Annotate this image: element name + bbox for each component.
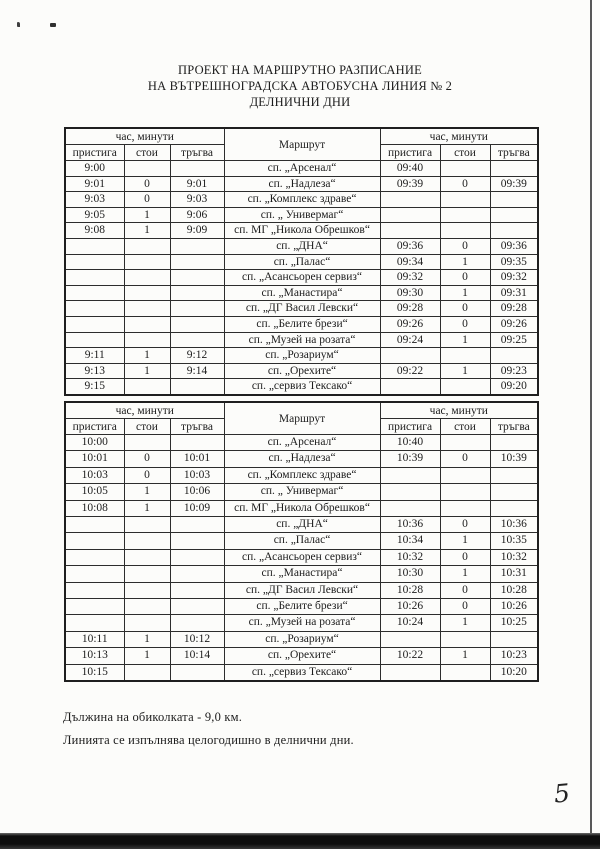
time-cell: 10:35 bbox=[490, 533, 538, 549]
time-cell: 10:36 bbox=[490, 517, 538, 533]
time-cell bbox=[170, 316, 224, 332]
time-cell bbox=[170, 615, 224, 631]
route-cell: сп. „Манастира“ bbox=[224, 566, 380, 582]
route-cell: сп. „Музей на розата“ bbox=[224, 332, 380, 348]
time-cell bbox=[380, 192, 440, 208]
time-cell: 10:24 bbox=[380, 615, 440, 631]
route-cell: сп. „Музей на розата“ bbox=[224, 615, 380, 631]
time-cell bbox=[440, 207, 490, 223]
time-cell: 9:05 bbox=[65, 207, 124, 223]
time-cell bbox=[490, 435, 538, 451]
time-cell: 10:05 bbox=[65, 484, 124, 500]
time-cell bbox=[170, 254, 224, 270]
time-cell bbox=[124, 332, 170, 348]
depart-header-left: тръгва bbox=[170, 419, 224, 435]
time-cell: 09:32 bbox=[380, 270, 440, 286]
time-cell bbox=[65, 270, 124, 286]
time-cell bbox=[490, 348, 538, 364]
time-cell: 10:20 bbox=[490, 664, 538, 681]
route-cell: сп. „Комплекс здраве“ bbox=[224, 467, 380, 483]
time-cell bbox=[380, 348, 440, 364]
time-cell bbox=[440, 223, 490, 239]
time-cell bbox=[124, 664, 170, 681]
table-row bbox=[65, 254, 538, 270]
title-line-2: НА ВЪТРЕШНОГРАДСКА АВТОБУСНА ЛИНИЯ № 2 bbox=[147, 79, 453, 93]
time-cell bbox=[170, 664, 224, 681]
time-cell: 0 bbox=[440, 270, 490, 286]
service-days-note: Линията се изпълнява целогодишно в делнични дни. bbox=[63, 732, 354, 747]
time-cell: 09:36 bbox=[380, 238, 440, 254]
time-cell: 09:28 bbox=[380, 301, 440, 317]
time-cell bbox=[65, 517, 124, 533]
time-cell bbox=[170, 435, 224, 451]
time-cell: 9:08 bbox=[65, 223, 124, 239]
table-row bbox=[65, 223, 538, 239]
time-cell bbox=[170, 238, 224, 254]
time-cell: 10:32 bbox=[380, 549, 440, 565]
time-cell: 9:01 bbox=[170, 176, 224, 192]
time-cell bbox=[170, 517, 224, 533]
table-row bbox=[65, 648, 538, 664]
time-cell: 1 bbox=[124, 500, 170, 516]
time-cell bbox=[124, 615, 170, 631]
time-cell: 10:11 bbox=[65, 631, 124, 647]
route-cell: сп. „Палас“ bbox=[224, 533, 380, 549]
route-cell: сп. „сервиз Тексако“ bbox=[224, 379, 380, 395]
time-cell bbox=[65, 566, 124, 582]
time-cell: 9:03 bbox=[170, 192, 224, 208]
time-cell: 10:30 bbox=[380, 566, 440, 582]
time-cell bbox=[124, 270, 170, 286]
arrive-header-left: пристига bbox=[65, 419, 124, 435]
time-cell: 09:35 bbox=[490, 254, 538, 270]
route-cell: сп. „ Универмаг“ bbox=[224, 207, 380, 223]
time-cell: 0 bbox=[124, 176, 170, 192]
time-cell bbox=[65, 332, 124, 348]
time-cell: 9:13 bbox=[65, 363, 124, 379]
time-cell: 0 bbox=[440, 549, 490, 565]
time-cell bbox=[170, 301, 224, 317]
time-cell: 0 bbox=[440, 316, 490, 332]
route-header: Маршрут bbox=[224, 402, 380, 435]
time-cell: 10:25 bbox=[490, 615, 538, 631]
time-cell: 10:09 bbox=[170, 500, 224, 516]
table-row bbox=[65, 363, 538, 379]
time-cell: 10:00 bbox=[65, 435, 124, 451]
table-row bbox=[65, 484, 538, 500]
time-cell bbox=[440, 161, 490, 177]
time-cell bbox=[124, 599, 170, 615]
table-row bbox=[65, 615, 538, 631]
time-cell: 10:34 bbox=[380, 533, 440, 549]
time-cell bbox=[170, 332, 224, 348]
table-row bbox=[65, 500, 538, 516]
table-row bbox=[65, 285, 538, 301]
table-row bbox=[65, 566, 538, 582]
time-cell: 1 bbox=[124, 207, 170, 223]
time-cell bbox=[65, 533, 124, 549]
time-cell bbox=[124, 549, 170, 565]
time-cell: 09:26 bbox=[380, 316, 440, 332]
table-row bbox=[65, 664, 538, 681]
time-cell: 9:11 bbox=[65, 348, 124, 364]
time-cell bbox=[65, 254, 124, 270]
route-cell: сп. „Орехите“ bbox=[224, 363, 380, 379]
time-cell: 10:03 bbox=[170, 467, 224, 483]
time-cell: 1 bbox=[124, 631, 170, 647]
time-cell: 09:28 bbox=[490, 301, 538, 317]
time-cell bbox=[65, 301, 124, 317]
time-cell: 1 bbox=[440, 363, 490, 379]
time-cell: 10:15 bbox=[65, 664, 124, 681]
time-cell: 10:36 bbox=[380, 517, 440, 533]
time-cell bbox=[490, 207, 538, 223]
table-row bbox=[65, 270, 538, 286]
route-cell: сп. „ Универмаг“ bbox=[224, 484, 380, 500]
time-cell: 9:14 bbox=[170, 363, 224, 379]
time-cell bbox=[170, 599, 224, 615]
time-cell bbox=[65, 582, 124, 598]
time-cell: 9:03 bbox=[65, 192, 124, 208]
time-cell bbox=[124, 517, 170, 533]
time-cell bbox=[124, 238, 170, 254]
time-cell: 1 bbox=[440, 566, 490, 582]
time-cell bbox=[380, 223, 440, 239]
route-cell: сп. МГ „Никола Обрешков“ bbox=[224, 500, 380, 516]
time-cell bbox=[124, 316, 170, 332]
time-cell bbox=[65, 599, 124, 615]
stay-header-right: стои bbox=[440, 145, 490, 161]
time-cell: 1 bbox=[124, 484, 170, 500]
scan-speck-icon bbox=[17, 22, 20, 27]
time-cell bbox=[440, 192, 490, 208]
time-cell: 09:40 bbox=[380, 161, 440, 177]
time-cell: 09:24 bbox=[380, 332, 440, 348]
table-row bbox=[65, 176, 538, 192]
time-cell: 10:01 bbox=[65, 451, 124, 467]
route-cell: сп. „ДНА“ bbox=[224, 238, 380, 254]
document-title bbox=[0, 62, 600, 110]
time-cell: 10:12 bbox=[170, 631, 224, 647]
arrive-header-left: пристига bbox=[65, 145, 124, 161]
route-cell: сп. „Белите брези“ bbox=[224, 316, 380, 332]
time-cell bbox=[440, 664, 490, 681]
route-cell: сп. „Палас“ bbox=[224, 254, 380, 270]
time-cell bbox=[65, 316, 124, 332]
table-row bbox=[65, 517, 538, 533]
route-cell: сп. „Асансьорен сервиз“ bbox=[224, 270, 380, 286]
route-cell: сп. „Орехите“ bbox=[224, 648, 380, 664]
time-cell: 10:39 bbox=[490, 451, 538, 467]
time-cell: 10:39 bbox=[380, 451, 440, 467]
time-cell bbox=[490, 500, 538, 516]
route-cell: сп. „Арсенал“ bbox=[224, 435, 380, 451]
table-row bbox=[65, 316, 538, 332]
time-cell bbox=[170, 533, 224, 549]
time-cell: 0 bbox=[124, 467, 170, 483]
table-row bbox=[65, 631, 538, 647]
stay-header-right: стои bbox=[440, 419, 490, 435]
table-row bbox=[65, 161, 538, 177]
time-cell: 10:28 bbox=[490, 582, 538, 598]
time-cell: 09:39 bbox=[490, 176, 538, 192]
time-cell: 9:12 bbox=[170, 348, 224, 364]
time-cell bbox=[170, 549, 224, 565]
time-group-header-left: час, минути bbox=[65, 402, 224, 419]
time-cell: 10:14 bbox=[170, 648, 224, 664]
time-cell bbox=[170, 379, 224, 395]
time-cell: 0 bbox=[124, 192, 170, 208]
route-cell: сп. „сервиз Тексако“ bbox=[224, 664, 380, 681]
time-cell bbox=[440, 484, 490, 500]
time-cell bbox=[440, 435, 490, 451]
table-row bbox=[65, 301, 538, 317]
time-cell: 1 bbox=[440, 615, 490, 631]
depart-header-right: тръгва bbox=[490, 145, 538, 161]
footer-notes bbox=[63, 706, 354, 751]
time-cell bbox=[440, 467, 490, 483]
time-cell: 1 bbox=[124, 363, 170, 379]
time-cell: 1 bbox=[440, 332, 490, 348]
time-cell: 09:25 bbox=[490, 332, 538, 348]
table-row bbox=[65, 582, 538, 598]
time-cell: 10:01 bbox=[170, 451, 224, 467]
table-row bbox=[65, 379, 538, 395]
time-cell bbox=[440, 348, 490, 364]
route-cell: сп. „Белите брези“ bbox=[224, 599, 380, 615]
table-row bbox=[65, 192, 538, 208]
table-row bbox=[65, 332, 538, 348]
depart-header-right: тръгва bbox=[490, 419, 538, 435]
time-cell: 10:31 bbox=[490, 566, 538, 582]
depart-header-left: тръгва bbox=[170, 145, 224, 161]
table-row bbox=[65, 467, 538, 483]
route-cell: сп. „ДГ Васил Левски“ bbox=[224, 301, 380, 317]
time-cell: 10:26 bbox=[380, 599, 440, 615]
schedule-table-body bbox=[65, 435, 538, 682]
time-cell bbox=[440, 500, 490, 516]
time-cell: 10:22 bbox=[380, 648, 440, 664]
time-cell: 10:26 bbox=[490, 599, 538, 615]
time-cell bbox=[490, 484, 538, 500]
schedule-table-9am bbox=[64, 127, 539, 396]
time-cell: 1 bbox=[440, 285, 490, 301]
time-cell bbox=[380, 207, 440, 223]
time-cell: 10:32 bbox=[490, 549, 538, 565]
time-cell bbox=[124, 301, 170, 317]
time-cell: 09:22 bbox=[380, 363, 440, 379]
time-cell: 09:34 bbox=[380, 254, 440, 270]
time-cell bbox=[380, 500, 440, 516]
time-cell bbox=[65, 549, 124, 565]
table-row bbox=[65, 207, 538, 223]
time-cell: 09:30 bbox=[380, 285, 440, 301]
time-cell: 9:06 bbox=[170, 207, 224, 223]
time-cell: 0 bbox=[440, 517, 490, 533]
time-cell: 9:15 bbox=[65, 379, 124, 395]
time-cell: 09:36 bbox=[490, 238, 538, 254]
time-cell bbox=[65, 615, 124, 631]
time-cell bbox=[490, 631, 538, 647]
time-group-header-right: час, минути bbox=[380, 128, 538, 145]
schedule-table-head bbox=[65, 402, 538, 435]
time-cell bbox=[170, 566, 224, 582]
time-cell bbox=[124, 533, 170, 549]
time-cell bbox=[65, 238, 124, 254]
route-cell: сп. „Розариум“ bbox=[224, 631, 380, 647]
time-cell bbox=[170, 285, 224, 301]
table-row bbox=[65, 451, 538, 467]
time-cell bbox=[124, 582, 170, 598]
route-cell: сп. „Комплекс здраве“ bbox=[224, 192, 380, 208]
time-cell bbox=[124, 285, 170, 301]
time-cell bbox=[124, 254, 170, 270]
stay-header-left: стои bbox=[124, 419, 170, 435]
time-cell: 09:23 bbox=[490, 363, 538, 379]
time-cell bbox=[124, 161, 170, 177]
time-cell: 1 bbox=[124, 648, 170, 664]
time-cell: 10:06 bbox=[170, 484, 224, 500]
table-row bbox=[65, 599, 538, 615]
table-row bbox=[65, 238, 538, 254]
time-group-header-right: час, минути bbox=[380, 402, 538, 419]
stay-header-left: стои bbox=[124, 145, 170, 161]
time-cell bbox=[440, 379, 490, 395]
time-cell bbox=[170, 270, 224, 286]
time-cell: 10:23 bbox=[490, 648, 538, 664]
route-cell: сп. „Надлеза“ bbox=[224, 451, 380, 467]
time-cell: 1 bbox=[440, 254, 490, 270]
time-cell: 0 bbox=[440, 451, 490, 467]
time-cell bbox=[490, 467, 538, 483]
schedule-table-body bbox=[65, 161, 538, 395]
time-cell: 09:39 bbox=[380, 176, 440, 192]
time-cell bbox=[380, 631, 440, 647]
time-cell bbox=[124, 435, 170, 451]
table-row bbox=[65, 348, 538, 364]
time-cell: 0 bbox=[440, 599, 490, 615]
time-cell bbox=[380, 379, 440, 395]
schedule-table-10am bbox=[64, 401, 539, 682]
time-cell: 0 bbox=[440, 238, 490, 254]
table-row bbox=[65, 533, 538, 549]
time-cell: 0 bbox=[440, 582, 490, 598]
title-line-3: ДЕЛНИЧНИ ДНИ bbox=[249, 95, 351, 109]
time-cell bbox=[380, 664, 440, 681]
time-cell: 09:26 bbox=[490, 316, 538, 332]
time-cell: 1 bbox=[124, 223, 170, 239]
time-cell: 09:32 bbox=[490, 270, 538, 286]
scan-edge-right bbox=[590, 0, 592, 834]
time-cell: 1 bbox=[124, 348, 170, 364]
time-cell bbox=[124, 379, 170, 395]
schedule-table-head bbox=[65, 128, 538, 161]
time-cell: 09:20 bbox=[490, 379, 538, 395]
time-cell bbox=[440, 631, 490, 647]
time-cell: 9:01 bbox=[65, 176, 124, 192]
route-cell: сп. „ДГ Васил Левски“ bbox=[224, 582, 380, 598]
time-cell bbox=[490, 161, 538, 177]
route-cell: сп. „Розариум“ bbox=[224, 348, 380, 364]
table-row bbox=[65, 435, 538, 451]
handwritten-page-number: 5 bbox=[552, 778, 572, 809]
route-length-note: Дължина на обиколката - 9,0 км. bbox=[63, 710, 243, 724]
time-cell bbox=[490, 192, 538, 208]
time-cell: 10:40 bbox=[380, 435, 440, 451]
route-cell: сп. „Манастира“ bbox=[224, 285, 380, 301]
time-group-header-left: час, минути bbox=[65, 128, 224, 145]
time-cell: 9:09 bbox=[170, 223, 224, 239]
time-cell bbox=[170, 161, 224, 177]
route-header: Маршрут bbox=[224, 128, 380, 161]
time-cell: 0 bbox=[124, 451, 170, 467]
table-row bbox=[65, 549, 538, 565]
time-cell: 09:31 bbox=[490, 285, 538, 301]
time-cell: 10:08 bbox=[65, 500, 124, 516]
arrive-header-right: пристига bbox=[380, 145, 440, 161]
time-cell bbox=[124, 566, 170, 582]
time-cell: 1 bbox=[440, 533, 490, 549]
time-cell bbox=[490, 223, 538, 239]
time-cell bbox=[170, 582, 224, 598]
time-cell bbox=[380, 484, 440, 500]
scan-speck-icon bbox=[50, 23, 56, 27]
time-cell: 10:03 bbox=[65, 467, 124, 483]
time-cell bbox=[380, 467, 440, 483]
route-cell: сп. „Асансьорен сервиз“ bbox=[224, 549, 380, 565]
time-cell: 1 bbox=[440, 648, 490, 664]
route-cell: сп. „ДНА“ bbox=[224, 517, 380, 533]
route-cell: сп. „Надлеза“ bbox=[224, 176, 380, 192]
time-cell: 10:28 bbox=[380, 582, 440, 598]
time-cell bbox=[65, 285, 124, 301]
route-cell: сп. МГ „Никола Обрешков“ bbox=[224, 223, 380, 239]
time-cell: 10:13 bbox=[65, 648, 124, 664]
title-line-1: ПРОЕКТ НА МАРШРУТНО РАЗПИСАНИЕ bbox=[178, 63, 422, 77]
scan-edge-bottom bbox=[0, 833, 600, 849]
time-cell: 0 bbox=[440, 301, 490, 317]
time-cell: 0 bbox=[440, 176, 490, 192]
route-cell: сп. „Арсенал“ bbox=[224, 161, 380, 177]
time-cell: 9:00 bbox=[65, 161, 124, 177]
arrive-header-right: пристига bbox=[380, 419, 440, 435]
